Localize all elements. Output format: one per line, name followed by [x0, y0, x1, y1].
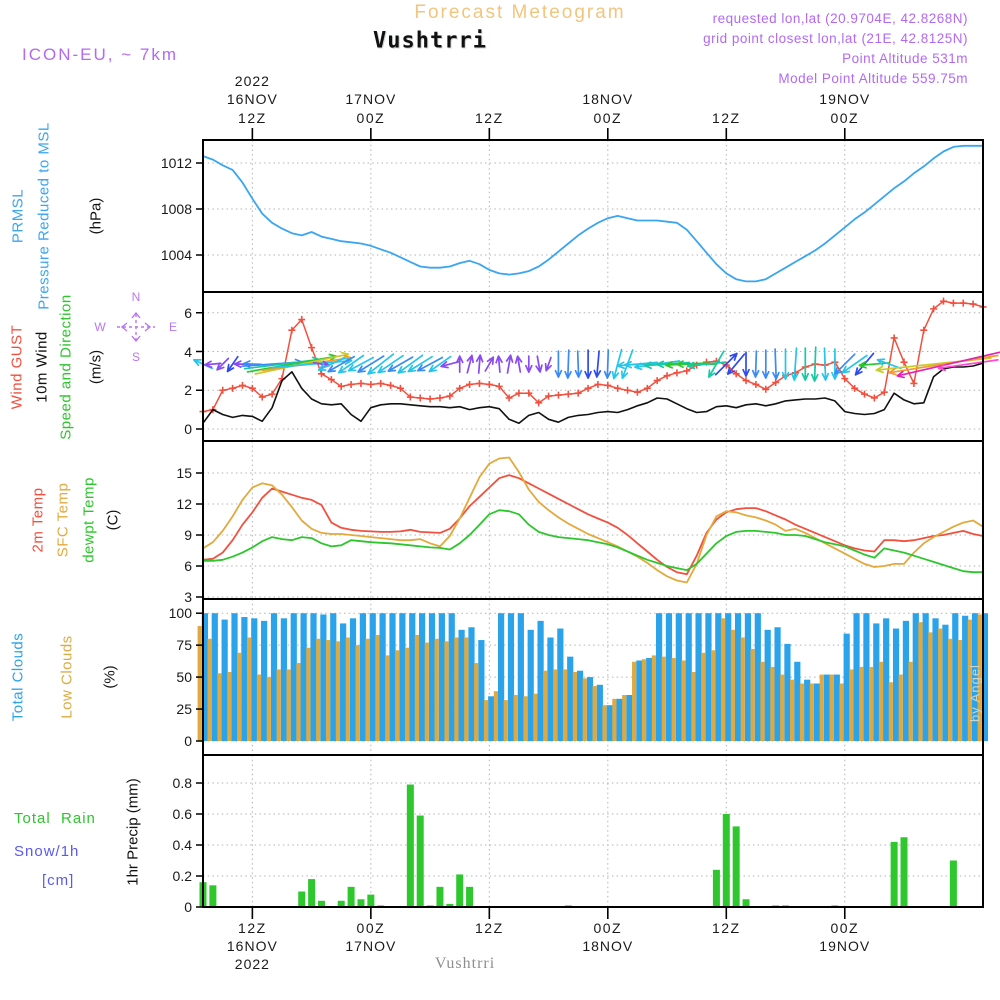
total-cloud-bar — [537, 621, 543, 741]
low-cloud-bar — [889, 682, 893, 741]
total-cloud-bar — [903, 621, 909, 741]
low-cloud-bar — [731, 630, 735, 741]
low-cloud-bar — [454, 637, 458, 741]
total-cloud-bar — [212, 613, 218, 741]
bottom-date-label: 18NOV — [582, 938, 634, 954]
total-cloud-bar — [814, 683, 820, 741]
point-altitude: Point Altitude 531m — [842, 51, 968, 66]
total-cloud-bar — [291, 613, 297, 741]
total-cloud-bar — [883, 618, 889, 741]
wind-direction-arrow — [792, 348, 798, 380]
low-cloud-bar — [217, 673, 221, 741]
requested-coords: requested lon,lat (20.9704E, 42.8268N) — [712, 11, 968, 26]
wind-direction-arrow — [496, 356, 502, 372]
rain-bar — [713, 870, 720, 907]
total-cloud-bar — [626, 695, 632, 741]
low-cloud-bar — [602, 705, 606, 741]
rain-bar — [456, 874, 463, 907]
precip-unit-label: 1hr Precip (mm) — [124, 778, 142, 886]
low-cloud-bar — [207, 639, 211, 741]
total-cloud-bar — [419, 613, 425, 741]
total-cloud-bar — [666, 613, 672, 741]
low-cloud-bar — [711, 650, 715, 741]
total-cloud-bar — [320, 614, 326, 741]
rain-bar — [367, 895, 374, 907]
y-tick-label: 50 — [176, 669, 192, 686]
total-cloud-bar — [873, 623, 879, 741]
low-cloud-bar — [938, 629, 942, 741]
total-cloud-bar — [478, 640, 484, 741]
wind-direction-arrow — [605, 350, 611, 378]
legend-pressure-0: PRMSL — [9, 188, 27, 244]
low-cloud-bar — [514, 695, 518, 741]
low-cloud-bar — [356, 645, 360, 741]
y-tick-label: 1004 — [160, 247, 192, 263]
low-cloud-bar — [681, 660, 685, 741]
wind-direction-arrow — [546, 358, 552, 371]
total-cloud-bar — [942, 625, 948, 741]
low-cloud-bar — [198, 626, 202, 741]
total-cloud-bar — [429, 613, 435, 741]
total-cloud-bar — [695, 613, 701, 741]
bottom-date-label: 16NOV — [226, 938, 278, 954]
low-cloud-bar — [267, 677, 271, 741]
wind-direction-arrow — [585, 350, 591, 378]
y-tick-label: 2 — [184, 382, 192, 399]
y-tick-label: 0 — [184, 733, 192, 749]
top-year-label: 2022 — [234, 73, 270, 89]
low-cloud-bar — [257, 675, 261, 741]
wind-unit-label: (m/s) — [87, 349, 105, 384]
wind-direction-arrow — [457, 356, 463, 372]
y-tick-label: 0 — [184, 899, 192, 915]
low-cloud-bar — [553, 669, 557, 741]
low-cloud-bar — [948, 639, 952, 741]
total-cloud-bar — [488, 696, 494, 741]
total-cloud-bar — [804, 680, 810, 741]
legend-wind-0: Wind GUST — [8, 324, 26, 409]
low-cloud-bar — [662, 657, 666, 741]
compass-south-label: S — [131, 350, 141, 364]
top-time-tick-label: 00Z — [830, 110, 860, 126]
y-tick-label: 0.4 — [172, 837, 192, 853]
low-cloud-bar — [859, 667, 863, 741]
legend-pressure-1: Pressure Reduced to MSL — [35, 122, 53, 310]
y-tick-label: 4 — [184, 343, 192, 360]
top-time-tick-label: 12Z — [711, 110, 741, 126]
total-cloud-bar — [794, 662, 800, 741]
low-cloud-bar — [918, 622, 922, 741]
legend-wind-2: Speed and Direction — [57, 293, 75, 440]
compass-west-label: W — [94, 320, 106, 334]
low-cloud-bar — [849, 669, 853, 741]
low-cloud-bar — [385, 655, 389, 741]
total-cloud-bar — [656, 613, 662, 741]
footer-station: Vushtrri — [434, 955, 496, 972]
low-cloud-bar — [474, 663, 478, 741]
rain-bar — [733, 826, 740, 907]
total-cloud-bar — [686, 613, 692, 741]
total-cloud-bar — [231, 613, 237, 741]
low-cloud-bar — [790, 680, 794, 741]
low-cloud-bar — [444, 641, 448, 741]
low-cloud-bar — [336, 641, 340, 741]
total-cloud-bar — [923, 613, 929, 741]
low-cloud-bar — [593, 686, 597, 741]
total-cloud-bar — [577, 671, 583, 741]
panel-border — [203, 755, 983, 907]
total-cloud-bar — [636, 660, 642, 741]
wind-direction-arrow — [217, 358, 228, 369]
low-cloud-bar — [622, 695, 626, 741]
rain-bar — [417, 816, 424, 907]
low-cloud-bar — [405, 648, 409, 741]
rain-bar — [723, 814, 730, 907]
top-time-tick-label: 00Z — [593, 110, 623, 126]
wind-direction-arrow — [802, 348, 808, 380]
wind-direction-arrow — [576, 351, 582, 377]
rain-bar — [891, 842, 898, 907]
y-tick-label: 25 — [176, 701, 192, 718]
total-cloud-bar — [725, 613, 731, 741]
total-cloud-bar — [567, 657, 573, 741]
y-tick-label: 1012 — [160, 155, 192, 171]
wind-direction-arrow — [783, 349, 789, 379]
total-cloud-bar — [834, 675, 840, 741]
wind-direction-arrow — [441, 362, 458, 368]
low-cloud-bar — [820, 675, 824, 741]
wind-direction-arrow — [485, 357, 493, 371]
series-line — [203, 363, 983, 423]
y-tick-label: 9 — [184, 527, 192, 543]
low-cloud-bar — [701, 653, 705, 741]
low-cloud-bar — [879, 662, 883, 741]
low-cloud-bar — [277, 669, 281, 741]
low-cloud-bar — [800, 683, 804, 741]
low-cloud-bar — [652, 655, 656, 741]
total-cloud-bar — [261, 621, 267, 741]
low-cloud-bar — [227, 672, 231, 741]
low-cloud-bar — [316, 639, 320, 741]
total-cloud-bar — [350, 618, 356, 741]
total-cloud-bar — [755, 613, 761, 741]
gust-plus-markers — [200, 298, 987, 415]
rain-bar — [308, 879, 315, 907]
pressure-unit-label: (hPa) — [87, 197, 105, 235]
low-cloud-bar — [751, 649, 755, 741]
total-cloud-bar — [952, 613, 958, 741]
rain-bar — [466, 887, 473, 907]
low-cloud-bar — [296, 663, 300, 741]
total-cloud-bar — [893, 629, 899, 741]
y-tick-label: 3 — [184, 589, 192, 605]
rain-bar — [901, 837, 908, 907]
total-cloud-bar — [547, 637, 553, 741]
wind-direction-arrow — [467, 355, 473, 372]
bottom-time-tick-label: 00Z — [356, 920, 386, 936]
bottom-time-tick-label: 12Z — [238, 920, 267, 936]
wind-direction-arrow — [565, 350, 571, 378]
rain-bar — [407, 785, 414, 907]
total-cloud-bar — [241, 617, 247, 741]
legend-clouds-1: Low Clouds — [58, 635, 76, 719]
low-cloud-bar — [869, 667, 873, 741]
total-cloud-bar — [824, 675, 830, 741]
top-date-label: 16NOV — [226, 91, 278, 107]
clouds-unit-label: (%) — [101, 665, 119, 689]
low-cloud-bar — [908, 662, 912, 741]
top-date-label: 18NOV — [582, 91, 634, 107]
low-cloud-bar — [632, 662, 636, 741]
bottom-time-tick-label: 12Z — [711, 920, 741, 936]
total-cloud-bar — [932, 618, 938, 741]
wind-direction-arrow — [507, 355, 513, 373]
low-cloud-bar — [642, 659, 646, 741]
y-tick-label: 0.6 — [172, 806, 192, 822]
series-line — [203, 458, 983, 583]
low-cloud-bar — [543, 671, 547, 741]
y-tick-label: 0 — [184, 421, 192, 437]
rain-bar — [436, 887, 443, 907]
total-cloud-bar — [380, 613, 386, 741]
bottom-date-label: 17NOV — [345, 938, 397, 954]
legend-temperature-2: dewpt Temp — [80, 477, 98, 563]
wind-direction-arrow — [556, 351, 562, 377]
total-cloud-bar — [399, 613, 405, 741]
legend-temperature-1: SFC Temp — [54, 482, 72, 558]
compass-east-label: E — [168, 320, 178, 334]
plot-type-title: Forecast Meteogram — [414, 2, 626, 23]
low-cloud-bar — [494, 691, 498, 741]
total-cloud-bar — [439, 613, 445, 741]
total-cloud-bar — [281, 618, 287, 741]
panel-border — [203, 292, 983, 441]
low-cloud-bar — [810, 683, 814, 741]
wind-direction-arrow — [477, 355, 483, 373]
low-cloud-bar — [899, 675, 903, 741]
wind-direction-arrow — [773, 349, 779, 379]
total-cloud-bar — [774, 627, 780, 741]
top-time-tick-label: 12Z — [238, 110, 267, 126]
low-cloud-bar — [395, 650, 399, 741]
total-cloud-bar — [646, 658, 652, 741]
wind-direction-arrow — [526, 356, 532, 372]
low-cloud-bar — [326, 640, 330, 741]
total-cloud-bar — [616, 699, 622, 741]
total-cloud-bar — [557, 629, 563, 741]
low-cloud-bar — [928, 632, 932, 741]
rain-bar — [743, 899, 750, 907]
compass-north-label: N — [131, 290, 141, 304]
total-cloud-bar — [528, 630, 534, 741]
wind-direction-arrow — [753, 351, 759, 377]
wind-direction-arrow — [763, 350, 769, 378]
low-cloud-bar — [780, 675, 784, 741]
total-cloud-bar — [498, 613, 504, 741]
panel-border — [203, 441, 983, 599]
total-cloud-bar — [468, 627, 474, 741]
bottom-time-tick-label: 00Z — [593, 920, 623, 936]
y-tick-label: 6 — [184, 558, 192, 574]
rain-bar — [357, 899, 364, 907]
wind-direction-arrow — [536, 356, 542, 372]
low-cloud-bar — [583, 678, 587, 741]
total-cloud-bar — [676, 613, 682, 741]
rain-bar — [348, 887, 355, 907]
total-cloud-bar — [271, 613, 277, 741]
total-cloud-bar — [705, 613, 711, 741]
total-cloud-bar — [745, 613, 751, 741]
low-cloud-bar — [958, 640, 962, 741]
y-tick-label: 0.2 — [172, 868, 192, 884]
total-cloud-bar — [330, 613, 336, 741]
grid-point-coords: grid point closest lon,lat (21E, 42.8125N) — [703, 31, 968, 46]
total-cloud-bar — [301, 613, 307, 741]
model-label: ICON-EU, ~ 7km — [22, 45, 178, 64]
low-cloud-bar — [365, 639, 369, 741]
total-cloud-bar — [607, 705, 613, 741]
y-tick-label: 0.8 — [172, 775, 192, 791]
total-cloud-bar — [715, 613, 721, 741]
wind-direction-arrow — [594, 351, 600, 377]
total-cloud-bar — [222, 620, 228, 741]
bottom-time-tick-label: 00Z — [830, 920, 860, 936]
low-cloud-bar — [247, 637, 251, 741]
total-cloud-bar — [389, 613, 395, 741]
rain-bar — [950, 861, 957, 908]
y-tick-label: 15 — [176, 465, 192, 481]
temperature-unit-label: (C) — [104, 509, 122, 531]
low-cloud-bar — [523, 696, 527, 741]
low-cloud-bar — [672, 658, 676, 741]
y-tick-label: 1008 — [160, 201, 192, 217]
total-cloud-bar — [518, 613, 524, 741]
total-cloud-bar — [508, 613, 514, 741]
total-cloud-bar — [459, 630, 465, 741]
low-cloud-bar — [375, 635, 379, 741]
total-cloud-bar — [853, 613, 859, 741]
top-date-label: 19NOV — [819, 91, 871, 107]
total-cloud-bar — [409, 613, 415, 741]
total-cloud-bar — [251, 618, 257, 741]
total-cloud-bar — [370, 613, 376, 741]
legend-snow-unit: [cm] — [42, 872, 75, 889]
legend-snow: Snow/1h — [14, 843, 80, 860]
total-cloud-bar — [587, 677, 593, 741]
total-cloud-bar — [340, 623, 346, 741]
legend-temperature-0: 2m Temp — [29, 487, 47, 553]
low-cloud-bar — [839, 683, 843, 741]
low-cloud-bar — [425, 643, 429, 741]
y-tick-label: 100 — [168, 605, 192, 622]
low-cloud-bar — [346, 637, 350, 741]
total-cloud-bar — [863, 613, 869, 741]
total-cloud-bar — [735, 613, 741, 741]
y-tick-label: 12 — [176, 496, 192, 512]
top-time-tick-label: 00Z — [356, 110, 386, 126]
low-cloud-bar — [721, 618, 725, 741]
bottom-time-tick-label: 12Z — [475, 920, 504, 936]
low-cloud-bar — [286, 669, 290, 741]
low-cloud-bar — [573, 672, 577, 741]
bottom-year-label: 2022 — [234, 956, 270, 972]
series-line — [203, 146, 983, 282]
low-cloud-bar — [306, 648, 310, 741]
legend-rain: Total Rain — [14, 810, 96, 827]
low-cloud-bar — [563, 669, 567, 741]
total-cloud-bar — [913, 613, 919, 741]
low-cloud-bar — [829, 675, 833, 741]
top-date-label: 17NOV — [345, 91, 397, 107]
total-cloud-bar — [784, 644, 790, 741]
rain-bar — [298, 892, 305, 908]
low-cloud-bar — [612, 699, 616, 741]
low-cloud-bar — [760, 662, 764, 741]
low-cloud-bar — [504, 700, 508, 741]
total-cloud-bar — [360, 613, 366, 741]
series-line — [203, 510, 983, 572]
total-cloud-bar — [597, 685, 603, 741]
series-line — [203, 475, 983, 574]
watermark: by Angel — [967, 664, 983, 722]
y-tick-label: 75 — [176, 637, 192, 654]
low-cloud-bar — [237, 653, 241, 741]
low-cloud-bar — [741, 637, 745, 741]
low-cloud-bar — [415, 635, 419, 741]
y-tick-label: 6 — [184, 304, 192, 321]
total-cloud-bar — [844, 634, 850, 741]
top-time-tick-label: 12Z — [475, 110, 504, 126]
total-cloud-bar — [449, 613, 455, 741]
low-cloud-bar — [435, 639, 439, 741]
total-cloud-bar — [310, 613, 316, 741]
wind-direction-arrow — [516, 356, 522, 372]
rain-bar — [209, 885, 216, 907]
low-cloud-bar — [484, 700, 488, 741]
low-cloud-bar — [691, 672, 695, 741]
legend-wind-1: 10m Wind — [33, 330, 51, 403]
station-title: Vushtrri — [373, 28, 487, 54]
low-cloud-bar — [464, 637, 468, 741]
legend-clouds-0: Total Clouds — [9, 632, 27, 722]
low-cloud-bar — [533, 694, 537, 741]
wind-direction-arrow — [897, 352, 999, 377]
bottom-date-label: 19NOV — [819, 938, 871, 954]
model-point-altitude: Model Point Altitude 559.75m — [778, 71, 968, 86]
total-cloud-bar — [765, 630, 771, 741]
low-cloud-bar — [770, 667, 774, 741]
